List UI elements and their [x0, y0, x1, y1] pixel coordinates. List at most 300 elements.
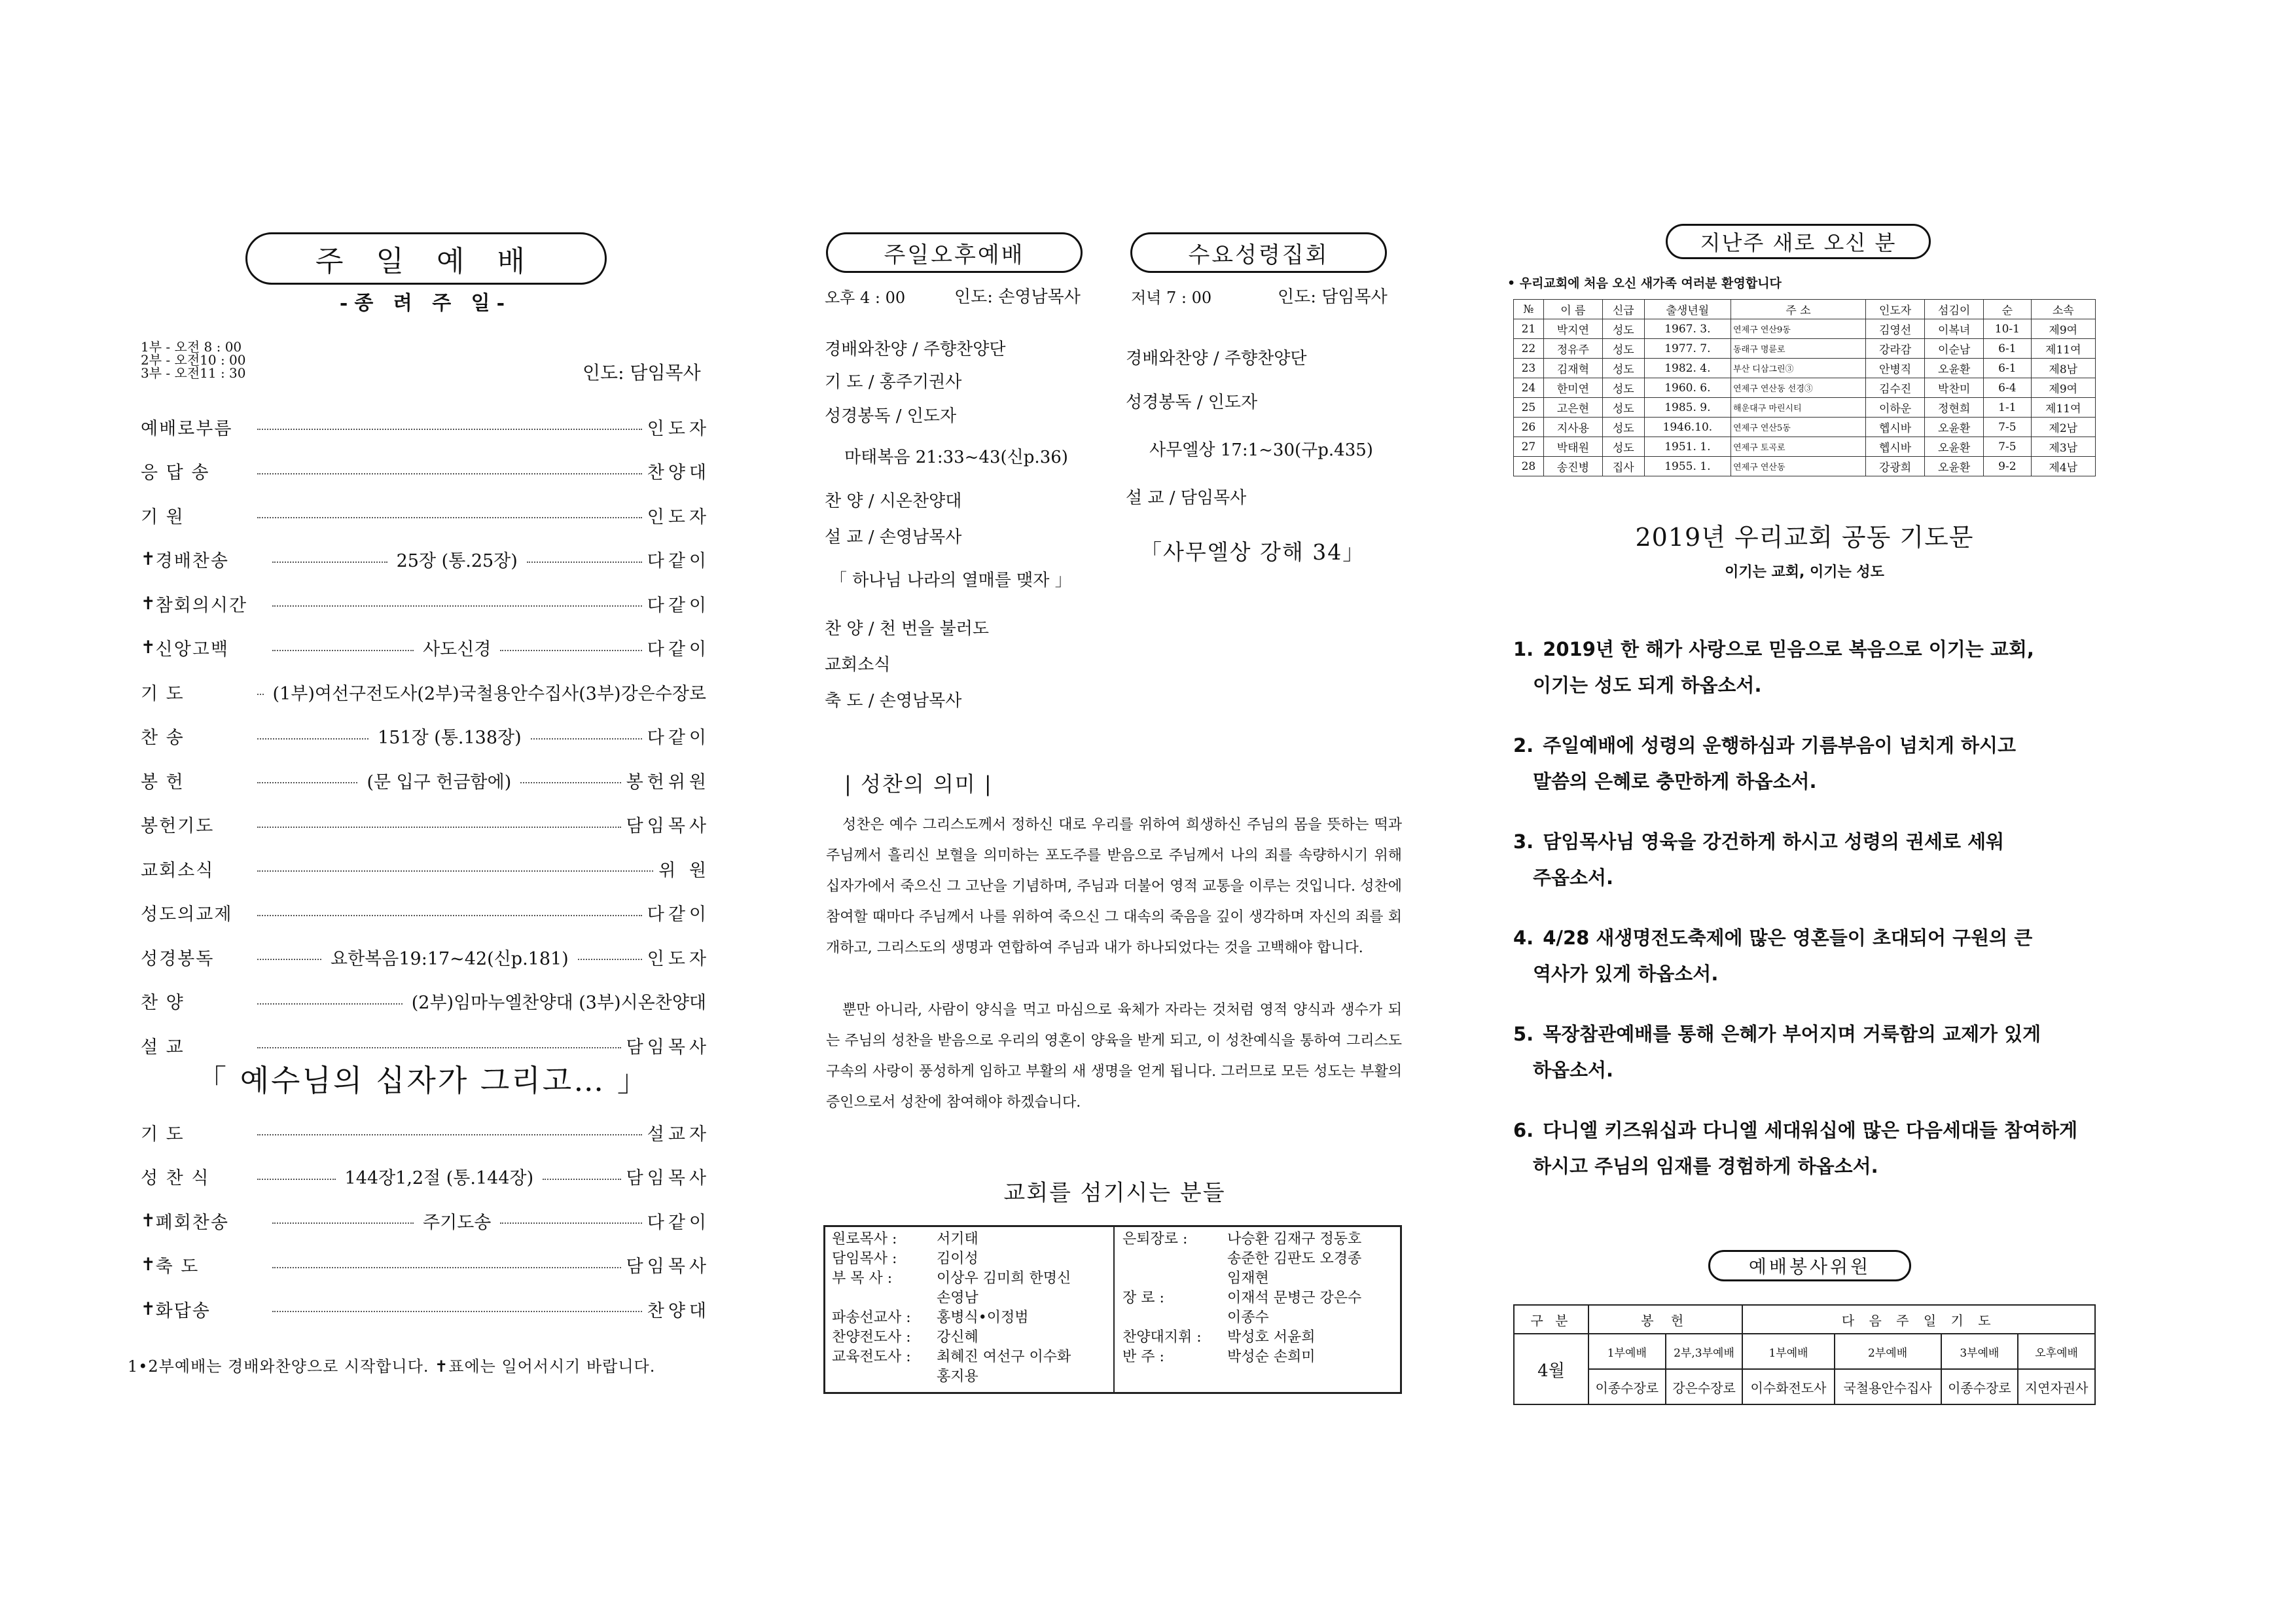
committee-subheader-row	[1514, 1334, 2095, 1369]
prayer-number: 6.	[1513, 1119, 1534, 1141]
servants-divider	[1113, 1227, 1115, 1392]
servant-role: 은퇴장로 :	[1122, 1231, 1188, 1247]
servant-names: 서기태	[937, 1231, 978, 1247]
communion-title: | 성찬의 의미 |	[844, 772, 993, 796]
servant-role	[832, 1289, 937, 1308]
order-detail: 사도신경	[423, 639, 492, 660]
communion-paragraph-1: 성찬은 예수 그리스도께서 정하신 대로 우리를 위하여 희생하신 주님의 몸을 뜻하는 떡과 주님께서 흘리신 보혈을 의미하는 포도주를 받음으로 주님께서 나의 죄를 속량하시기 위해 십자가에서 죽으신 그 고난을 기념하며, 주님과 더불어 영적 교통을 이루는 것입니다. 성찬에 참여할 때마다 주님께서 나를 위하여 죽으신 그 대속의 죽음을 깊이 생각하며 자신의 죄를 회개하고, 그리스도의 생명과 연합하여 주님과 내가 하나되었다는 것을 고백해야 합니다.	[826, 817, 1402, 956]
leader-dots	[500, 650, 641, 651]
wednesday-service-title	[1130, 232, 1387, 273]
newcomers-cell: 7-5	[1984, 418, 2031, 437]
order-item	[141, 942, 710, 971]
newcomers-cell: 28	[1514, 457, 1544, 476]
newcomers-cell: 이하운	[1866, 398, 1925, 418]
order-item	[141, 1251, 710, 1279]
newcomers-cell: 제8남	[2031, 359, 2095, 378]
newcomers-header-row	[1514, 300, 2096, 319]
servant-names: 최혜진 여선구 이수화	[937, 1349, 1071, 1365]
prayer-line-2: 이기는 성도 되게 하옵소서.	[1533, 674, 1762, 696]
order-label: 축 도	[155, 1257, 200, 1277]
prayer-line-1	[1513, 1016, 2096, 1052]
newcomers-cell: 박태원	[1543, 437, 1602, 457]
newcomers-cell: 이복녀	[1925, 319, 1984, 339]
leader-dots	[257, 517, 642, 518]
newcomers-cell: 제9여	[2031, 319, 2095, 339]
newcomers-cell: 부산 디삼그린③	[1731, 359, 1866, 378]
order-person: 찬양대	[647, 1300, 710, 1321]
newcomers-header-cell: 이 름	[1543, 300, 1602, 319]
table-row	[1514, 378, 2096, 398]
order-label: 교회소식	[141, 860, 215, 881]
standing-cross-icon: ✝	[141, 593, 156, 614]
standing-note: 1•2부예배는 경배와찬양으로 시작합니다. ✝표에는 일어서시기 바랍니다.	[128, 1357, 656, 1376]
communion-paragraph-2: 뿐만 아니라, 사람이 양식을 먹고 마심으로 육체가 자라는 것처럼 영적 양식과 생수가 되는 주님의 성찬을 받음으로 우리의 영혼이 양육을 받게 되고, 이 성찬예식을 통하여 그리스도 구속의 사랑이 풍성하게 임하고 부활의 새 생명을 얻게 됩니다. 그러므로 모든 성도는 부활의 증인으로서 성찬에 참여해야 하겠습니다.	[826, 1002, 1402, 1111]
service-time-1: 1부 - 오전 8 : 00	[141, 339, 242, 355]
wednesday-sermon-title: 「사무엘상 강해 34」	[1140, 539, 1366, 565]
newcomers-cell: 연제구 연산동	[1731, 457, 1866, 476]
order-item	[141, 1294, 710, 1323]
leader-dots	[257, 915, 642, 916]
prayer-line-1	[1513, 632, 2096, 668]
order-label: 봉 헌	[141, 772, 185, 793]
leader-dots	[272, 1222, 414, 1224]
leader-dots	[500, 1222, 641, 1224]
newcomers-cell: 헵시바	[1866, 437, 1925, 457]
order-detail: 25장 (통.25장)	[396, 551, 518, 571]
order-label: 성도의교제	[141, 904, 233, 925]
prayer-number: 2.	[1513, 734, 1534, 757]
leader-dots	[272, 605, 642, 607]
newcomers-cell: 제9여	[2031, 378, 2095, 398]
order-person: 봉헌위원	[626, 772, 711, 793]
table-row	[1514, 398, 2096, 418]
leader-dots	[257, 1179, 336, 1180]
newcomers-cell: 강라감	[1866, 339, 1925, 359]
leader-dots	[257, 1134, 642, 1135]
order-person: 다같이	[647, 551, 711, 571]
order-label: 기 원	[141, 507, 185, 527]
newcomers-cell: 성도	[1602, 339, 1644, 359]
order-item	[141, 899, 710, 927]
newcomers-cell: 해운대구 마린시티	[1731, 398, 1866, 418]
servant-role	[1122, 1249, 1227, 1269]
committee-offering-header: 봉 헌	[1588, 1305, 1742, 1334]
order-item	[141, 766, 710, 794]
afternoon-line-1: 경배와찬양 / 주향찬양단	[825, 340, 1006, 359]
table-row	[1514, 339, 2096, 359]
leader-dots	[257, 473, 642, 474]
afternoon-line-10: 축 도 / 손영남목사	[825, 691, 962, 711]
servant-row	[1122, 1249, 1397, 1269]
order-label: 신앙고백	[155, 639, 229, 660]
prayer-text: 다니엘 키즈워십과 다니엘 세대워십에 많은 다음세대들 참여하게	[1543, 1119, 2078, 1141]
prayer-line-2: 하옵소서.	[1533, 1059, 1614, 1081]
prayer-line-2: 하시고 주님의 임재를 경험하게 하옵소서.	[1533, 1155, 1878, 1177]
newcomers-cell: 안병직	[1866, 359, 1925, 378]
table-row	[1514, 418, 2096, 437]
order-person: 담임목사	[626, 816, 710, 836]
newcomers-cell: 1967. 3.	[1644, 319, 1731, 339]
order-label: 성 찬 식	[141, 1168, 210, 1188]
prayer-text: 담임목사님 영육을 강건하게 하시고 성령의 권세로 세워	[1543, 830, 2005, 853]
order-label: 성경봉독	[141, 948, 215, 969]
servant-role: 원로목사 :	[832, 1231, 897, 1247]
newcomers-cell: 박지연	[1543, 319, 1602, 339]
order-detail: (1부)여선구전도사(2부)국철용안수집사(3부)강은수장로	[272, 683, 706, 704]
newcomers-cell: 1960. 6.	[1644, 378, 1731, 398]
servant-names: 임재현	[1227, 1270, 1269, 1287]
newcomers-cell: 성도	[1602, 418, 1644, 437]
order-item	[141, 987, 710, 1016]
servants-left-list	[832, 1230, 1107, 1387]
newcomers-cell: 6-1	[1984, 339, 2031, 359]
newcomers-cell: 오윤환	[1925, 437, 1984, 457]
newcomers-cell: 성도	[1602, 378, 1644, 398]
prayer-line-2: 역사가 있게 하옵소서.	[1533, 963, 1719, 985]
servant-role	[832, 1367, 937, 1387]
newcomers-cell: 1-1	[1984, 398, 2031, 418]
wednesday-line-4: 설 교 / 담임목사	[1126, 488, 1247, 508]
leader-dots	[257, 959, 321, 960]
newcomers-header-cell: 섬김이	[1925, 300, 1984, 319]
order-person: 위 원	[658, 860, 710, 881]
servant-row	[1122, 1269, 1397, 1289]
newcomers-cell: 연제구 연산9동	[1731, 319, 1866, 339]
newcomers-cell: 정유주	[1543, 339, 1602, 359]
committee-prayer-header: 다 음 주 일 기 도	[1742, 1305, 2095, 1334]
leader-dots	[272, 650, 414, 651]
prayer-line-1	[1513, 1113, 2096, 1149]
prayer-number: 3.	[1513, 830, 1534, 853]
prayer-line-1	[1513, 824, 2096, 860]
newcomers-cell: 25	[1514, 398, 1544, 418]
newcomers-cell: 1982. 4.	[1644, 359, 1731, 378]
prayer-item	[1513, 1113, 2096, 1185]
order-person: 다같이	[647, 639, 711, 660]
afternoon-line-9: 교회소식	[825, 655, 891, 675]
servant-role: 담임목사 :	[832, 1251, 897, 1267]
service-times	[141, 340, 246, 380]
newcomers-cell: 1946.10.	[1644, 418, 1731, 437]
leader-dots	[257, 1047, 621, 1048]
servant-role: 부 목 사 :	[832, 1270, 893, 1287]
servant-row	[1122, 1308, 1397, 1328]
servant-role: 찬양전도사 :	[832, 1329, 911, 1346]
committee-subheader: 3부예배	[1941, 1334, 2018, 1369]
order-person: 인도자	[647, 507, 710, 527]
servant-row	[832, 1289, 1107, 1308]
leader-dots	[257, 429, 642, 430]
order-item	[141, 589, 710, 618]
servant-names: 홍병식•이정범	[937, 1310, 1029, 1326]
table-row	[1514, 437, 2096, 457]
wednesday-line-1: 경배와찬양 / 주향찬양단	[1126, 349, 1307, 368]
newcomers-cell: 23	[1514, 359, 1544, 378]
newcomers-header-cell: 출생년월	[1644, 300, 1731, 319]
order-detail: 151장 (통.138장)	[378, 728, 522, 748]
committee-names-row	[1514, 1369, 2095, 1404]
servant-row	[1122, 1230, 1397, 1249]
prayer-line-2: 주옵소서.	[1533, 866, 1614, 889]
order-person: 담임목사	[626, 1257, 710, 1277]
newcomers-cell: 정현희	[1925, 398, 1984, 418]
table-row	[1514, 319, 2096, 339]
order-detail: 144장1,2절 (통.144장)	[344, 1168, 534, 1188]
sunday-worship-title-text: 주 일 예 배	[315, 245, 537, 278]
committee-subheader: 1부예배	[1742, 1334, 1834, 1369]
leader-dots	[257, 870, 653, 872]
newcomers-cell: 제3남	[2031, 437, 2095, 457]
newcomers-header-cell: 인도자	[1866, 300, 1925, 319]
servant-names: 이종수	[1227, 1310, 1269, 1326]
afternoon-service-title	[826, 232, 1083, 273]
newcomers-cell: 송진병	[1543, 457, 1602, 476]
committee-subheader: 오후예배	[2018, 1334, 2095, 1369]
order-label: 찬 양	[141, 993, 185, 1013]
committee-name: 이수화전도사	[1742, 1369, 1834, 1404]
newcomers-cell: 27	[1514, 437, 1544, 457]
order-item	[141, 1162, 710, 1191]
order-person: 인도자	[647, 418, 710, 439]
servants-right-list	[1122, 1230, 1397, 1367]
newcomers-cell: 1955. 1.	[1644, 457, 1731, 476]
order-label: 폐회찬송	[155, 1212, 229, 1233]
newcomers-cell: 오윤환	[1925, 418, 1984, 437]
order-person: 다같이	[647, 728, 710, 748]
prayer-text: 2019년 한 해가 사랑으로 믿음으로 복음으로 이기는 교회,	[1543, 638, 2034, 660]
newcomers-cell: 22	[1514, 339, 1544, 359]
prayer-item	[1513, 920, 2096, 992]
order-item	[141, 722, 710, 751]
order-person: 다같이	[647, 595, 710, 616]
order-item	[141, 1031, 710, 1060]
service-time-2: 2부 - 오전10 : 00	[141, 352, 246, 368]
sunday-leader: 인도: 담임목사	[583, 362, 701, 383]
newcomers-body	[1514, 319, 2096, 476]
leader-dots	[257, 782, 357, 783]
wednesday-time: 저녁 7 : 00	[1131, 289, 1212, 307]
leader-dots	[272, 1267, 621, 1268]
servant-role: 반 주 :	[1122, 1349, 1164, 1365]
newcomers-cell: 연제구 연산동 선경③	[1731, 378, 1866, 398]
newcomers-cell: 지사용	[1543, 418, 1602, 437]
servant-row	[832, 1269, 1107, 1289]
order-item	[141, 810, 710, 839]
servants-box	[823, 1225, 1402, 1394]
sunday-worship-subtitle: -종 려 주 일-	[339, 292, 512, 315]
servant-row	[832, 1367, 1107, 1387]
newcomers-cell: 오윤환	[1925, 457, 1984, 476]
servant-names: 김이성	[937, 1251, 978, 1267]
prayer-text: 목장참관예배를 통해 은혜가 부어지며 거룩함의 교제가 있게	[1543, 1023, 2041, 1045]
order-detail: (문 입구 헌금함에)	[367, 772, 512, 793]
order-item	[141, 501, 710, 529]
prayer-subtitle: 이기는 교회, 이기는 성도	[1725, 564, 1884, 580]
order-label: 참회의시간	[155, 595, 248, 616]
leader-dots	[257, 827, 621, 828]
prayer-item	[1513, 1016, 2096, 1088]
newcomers-cell: 김수진	[1866, 378, 1925, 398]
leader-dots	[531, 738, 642, 740]
prayer-number: 1.	[1513, 638, 1534, 660]
order-item	[141, 677, 710, 706]
servants-title: 교회를 섬기시는 분들	[1003, 1180, 1226, 1206]
servant-row	[832, 1308, 1107, 1328]
newcomers-title-text: 지난주 새로 오신 분	[1700, 230, 1897, 255]
afternoon-line-8: 찬 양 / 천 번을 불러도	[825, 619, 990, 639]
newcomers-cell: 박찬미	[1925, 378, 1984, 398]
newcomers-cell: 6-4	[1984, 378, 2031, 398]
newcomers-cell: 7-5	[1984, 437, 2031, 457]
order-label: 기 도	[141, 1124, 185, 1145]
order-label: 경배찬송	[155, 551, 229, 571]
order-label: 화답송	[155, 1300, 211, 1321]
prayer-item	[1513, 728, 2096, 800]
newcomers-cell: 이순남	[1925, 339, 1984, 359]
wednesday-leader: 인도: 담임목사	[1278, 287, 1388, 307]
afternoon-line-5: 찬 양 / 시온찬양대	[825, 491, 962, 511]
leader-dots	[257, 1003, 403, 1005]
newcomers-cell: 연제구 연산5동	[1731, 418, 1866, 437]
order-person: 다같이	[647, 904, 710, 925]
servant-row	[832, 1230, 1107, 1249]
order-item	[141, 854, 710, 883]
newcomers-cell: 고은현	[1543, 398, 1602, 418]
newcomers-cell: 성도	[1602, 359, 1644, 378]
committee-name: 이종수장로	[1588, 1369, 1666, 1404]
standing-cross-icon: ✝	[141, 1255, 156, 1275]
order-label: 봉헌기도	[141, 816, 215, 836]
afternoon-line-3: 성경봉독 / 인도자	[825, 406, 957, 426]
order-person: 담임목사	[626, 1168, 710, 1188]
committee-name: 국철용안수집사	[1835, 1369, 1941, 1404]
newcomers-cell: 성도	[1602, 319, 1644, 339]
prayer-item	[1513, 632, 2096, 704]
afternoon-time: 오후 4 : 00	[825, 289, 906, 307]
committee-subheader: 2부예배	[1835, 1334, 1941, 1369]
servant-row	[832, 1328, 1107, 1347]
newcomers-cell: 26	[1514, 418, 1544, 437]
committee-name: 강은수장로	[1666, 1369, 1743, 1404]
order-label: 찬 송	[141, 728, 185, 748]
order-person: 찬양대	[647, 463, 710, 483]
committee-name: 지연자권사	[2018, 1369, 2095, 1404]
order-label: 기 도	[141, 683, 185, 704]
standing-cross-icon: ✝	[141, 637, 156, 658]
servant-names: 이재석 문병근 강은수	[1227, 1290, 1362, 1306]
prayer-number: 5.	[1513, 1023, 1534, 1045]
order-person: 담임목사	[626, 1037, 710, 1058]
order-item	[141, 412, 710, 441]
order-label: 설 교	[141, 1037, 185, 1058]
servant-row	[1122, 1289, 1397, 1308]
order-item	[141, 1206, 710, 1235]
leader-dots	[257, 694, 264, 695]
order-label: 예배로부름	[141, 418, 233, 439]
order-person: 다같이	[647, 1212, 711, 1233]
servant-role: 파송선교사 :	[832, 1310, 911, 1326]
committee-subheader: 1부예배	[1588, 1334, 1666, 1369]
afternoon-scripture: 마태복음 21:33~43(신p.36)	[844, 448, 1068, 467]
standing-cross-icon: ✝	[141, 549, 156, 569]
prayer-line-1	[1513, 728, 2096, 764]
newcomers-cell: 성도	[1602, 437, 1644, 457]
prayer-line-1	[1513, 920, 2096, 956]
newcomers-cell: 오윤환	[1925, 359, 1984, 378]
servant-role: 장 로 :	[1122, 1290, 1164, 1306]
table-row	[1514, 359, 2096, 378]
leader-dots	[520, 782, 620, 783]
order-person: 설교자	[647, 1124, 710, 1145]
newcomers-cell: 집사	[1602, 457, 1644, 476]
sermon-title: 「 예수님의 십자가 그리고… 」	[196, 1063, 649, 1098]
order-detail: 요한복음19:17~42(신p.181)	[331, 948, 569, 969]
newcomers-cell: 1977. 7.	[1644, 339, 1731, 359]
table-row	[1514, 457, 2096, 476]
newcomers-cell: 제11여	[2031, 339, 2095, 359]
order-item	[141, 457, 710, 486]
servant-row	[832, 1249, 1107, 1269]
afternoon-sermon-title: 「 하나님 나라의 열매를 맺자 」	[830, 571, 1072, 590]
afternoon-service-title-text: 주일오후예배	[884, 241, 1025, 268]
newcomers-cell: 24	[1514, 378, 1544, 398]
newcomers-cell: 연제구 토곡로	[1731, 437, 1866, 457]
newcomers-cell: 10-1	[1984, 319, 2031, 339]
leader-dots	[578, 959, 642, 960]
leader-dots	[272, 562, 387, 563]
newcomers-header-cell: 신급	[1602, 300, 1644, 319]
afternoon-leader: 인도: 손영남목사	[954, 287, 1081, 307]
newcomers-cell: 성도	[1602, 398, 1644, 418]
prayer-text: 4/28 새생명전도축제에 많은 영혼들이 초대되어 구원의 큰	[1543, 927, 2033, 949]
order-item	[141, 1118, 710, 1147]
newcomers-cell: 김영선	[1866, 319, 1925, 339]
servant-names: 홍지용	[937, 1368, 978, 1385]
servant-role: 교육전도사 :	[832, 1349, 911, 1365]
newcomers-title	[1666, 224, 1931, 259]
prayer-item	[1513, 824, 2096, 896]
newcomers-cell: 한미연	[1543, 378, 1602, 398]
newcomers-cell: 21	[1514, 319, 1544, 339]
newcomers-cell: 1985. 9.	[1644, 398, 1731, 418]
standing-cross-icon: ✝	[141, 1210, 156, 1231]
servant-names: 이상우 김미희 한명신	[937, 1270, 1071, 1287]
leader-dots	[527, 562, 642, 563]
wednesday-line-2: 성경봉독 / 인도자	[1126, 393, 1258, 412]
servant-names: 박성순 손희미	[1227, 1349, 1316, 1365]
servant-names: 송준한 김판도 오경종	[1227, 1251, 1362, 1267]
servant-role	[1122, 1269, 1227, 1289]
leader-dots	[543, 1179, 621, 1180]
servant-role	[1122, 1308, 1227, 1328]
order-item	[141, 545, 710, 574]
newcomers-cell: 헵시바	[1866, 418, 1925, 437]
servant-names: 나승환 김재구 정동호	[1227, 1231, 1362, 1247]
service-committee-title	[1708, 1250, 1911, 1281]
newcomers-cell: 동래구 명륜로	[1731, 339, 1866, 359]
servant-row	[832, 1347, 1107, 1367]
prayer-number: 4.	[1513, 927, 1534, 949]
service-committee-title-text: 예배봉사위원	[1748, 1256, 1871, 1277]
newcomers-cell: 제4남	[2031, 457, 2095, 476]
servant-names: 박성호 서윤희	[1227, 1329, 1316, 1346]
newcomers-cell: 1951. 1.	[1644, 437, 1731, 457]
servant-row	[1122, 1328, 1397, 1347]
order-detail: (2부)임마누엘찬양대 (3부)시온찬양대	[411, 993, 706, 1013]
newcomers-header-cell: 소속	[2031, 300, 2095, 319]
leader-dots	[272, 1311, 642, 1312]
newcomers-cell: 강광희	[1866, 457, 1925, 476]
